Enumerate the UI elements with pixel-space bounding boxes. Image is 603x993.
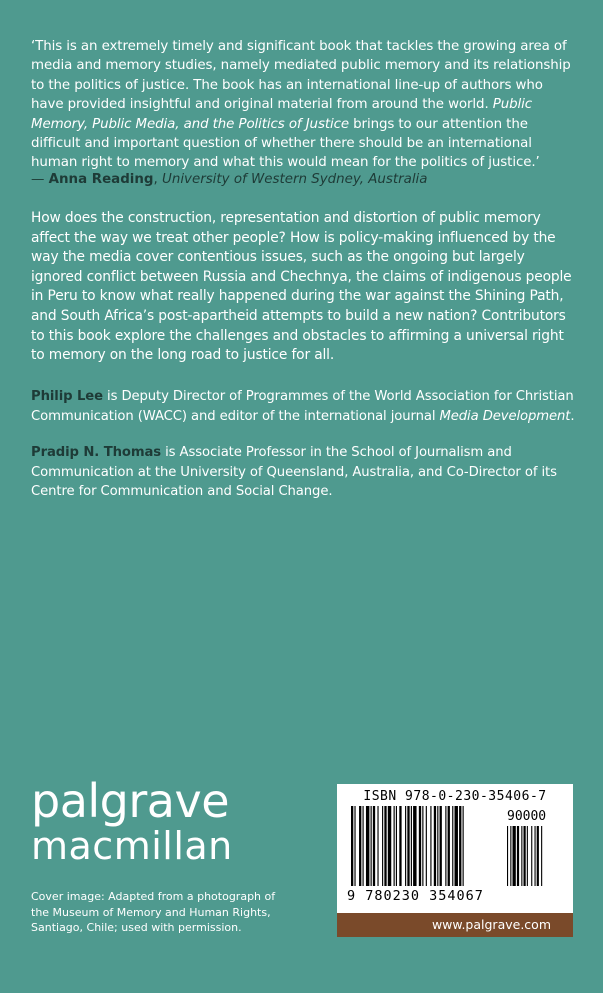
barcode-bar	[373, 806, 375, 886]
logo-line-2: macmillan	[31, 824, 233, 868]
endorsement-quote	[31, 37, 579, 173]
barcode-addon-bar	[521, 826, 522, 886]
editor-bio-pradip-thomas	[31, 443, 579, 502]
barcode-bar	[411, 806, 412, 886]
barcode-addon-bar	[517, 826, 519, 886]
barcode-addon-bar	[513, 826, 516, 886]
editor-name: Philip Lee	[31, 389, 103, 404]
publisher-logo	[31, 774, 233, 868]
barcode-bar	[434, 806, 436, 886]
website-strip	[337, 913, 573, 937]
barcode-addon-bar	[537, 826, 539, 886]
barcode-bar	[396, 806, 397, 886]
barcode-bar	[394, 806, 395, 886]
barcode-bar	[377, 806, 378, 886]
barcode-bar	[445, 806, 446, 886]
barcode-addon-bar	[524, 826, 526, 886]
barcode-bar	[388, 806, 391, 886]
barcode-addon-bar	[535, 826, 536, 886]
quote-attribution: — Anna Reading, University of Western Sydney, Australia	[31, 172, 428, 187]
addon-digits: 90000	[507, 809, 547, 824]
barcode-bar	[351, 806, 353, 886]
editor-bio-text: is Associate Professor in the School of Journalism and Communication at the University of Queensland, Australia, and Co-Director of its Centre for Communication and Social Change.	[31, 445, 557, 500]
barcode-bar	[419, 806, 421, 886]
attribution-dash: —	[31, 172, 49, 187]
barcode-bar	[452, 806, 453, 886]
barcode-bar	[440, 806, 442, 886]
book-blurb: How does the construction, representation and distortion of public memory affect the way we treat other people? How is policy-making influenced by the way the media cover contentious issues, such as the ongoing but largely ignored conflict between Russia and Chechnya, the claims of indigenous people in Peru to know what really happened during the war against the Shining Path, and South Africa’s post-apartheid attempts to build a new nation? Contributors to this book explore the challenges and obstacles to affirming a universal right to memory on the long road to justice for all.	[31, 210, 572, 364]
quote-book-title: Public Memory, Public Media, and the Politics of Justice	[31, 97, 533, 132]
barcode-bar	[359, 806, 361, 886]
isbn-label: ISBN 978-0-230-35406-7	[363, 789, 547, 804]
barcode-bar	[448, 806, 450, 886]
cover-image-credit: Cover image: Adapted from a photograph of the Museum of Memory and Human Rights, Santiago, Chile; used with permission.	[31, 890, 276, 935]
barcode-addon-bar	[541, 826, 542, 886]
barcode-bar	[366, 806, 369, 886]
barcode-bar	[384, 806, 386, 886]
journal-title: Media Development	[439, 408, 571, 424]
barcode-bar	[463, 806, 464, 886]
attribution-affiliation: University of Western Sydney, Australia	[162, 172, 428, 187]
barcode-bar	[413, 806, 416, 886]
barcode-bar	[459, 806, 461, 886]
barcode-addon-bar	[527, 826, 528, 886]
barcode-bar	[455, 806, 458, 886]
barcode-bar	[399, 806, 401, 886]
editor-bio-text: is Deputy Director of Programmes of the World Association for Christian Communication (WACC) and editor of the international journal	[31, 389, 574, 424]
quote-text-2: brings to our attention the difficult and important question of whether there should be an international human right to memory and what this would mean for the politics of justice.’	[31, 116, 540, 171]
barcode-addon-bar	[507, 826, 508, 886]
barcode-bar	[430, 806, 431, 886]
website-link[interactable]: www.palgrave.com	[431, 917, 551, 932]
barcode-addon-bar	[531, 826, 532, 886]
barcode-bar	[354, 806, 355, 886]
barcode-bar	[422, 806, 423, 886]
barcode-bar	[363, 806, 364, 886]
barcode-bar	[371, 806, 372, 886]
logo-line-1: palgrave	[31, 774, 229, 828]
attribution-name: Anna Reading	[48, 172, 154, 187]
isbn-barcode	[337, 784, 573, 913]
barcode-bar	[407, 806, 409, 886]
barcode-bars	[347, 806, 563, 888]
barcode-bar	[382, 806, 383, 886]
barcode-addon-bar	[510, 826, 511, 886]
editor-name: Pradip N. Thomas	[31, 445, 162, 460]
quote-text-1: ‘This is an extremely timely and significant book that tackles the growing area of media and memory studies, namely mediated public memory and its relationship to the politics of justice. The book has an international line-up of authors who have provided insightful and original material from around the world.	[31, 39, 571, 113]
barcode-bar	[437, 806, 438, 886]
ean-digits: 9 780230 354067	[347, 888, 484, 904]
barcode-bar	[426, 806, 427, 886]
barcode-bar	[405, 806, 406, 886]
editor-bio-philip-lee: Philip Lee is Deputy Director of Programmes of the World Association for Christian Communication (WACC) and editor of the international journal Media Development.	[31, 389, 575, 424]
